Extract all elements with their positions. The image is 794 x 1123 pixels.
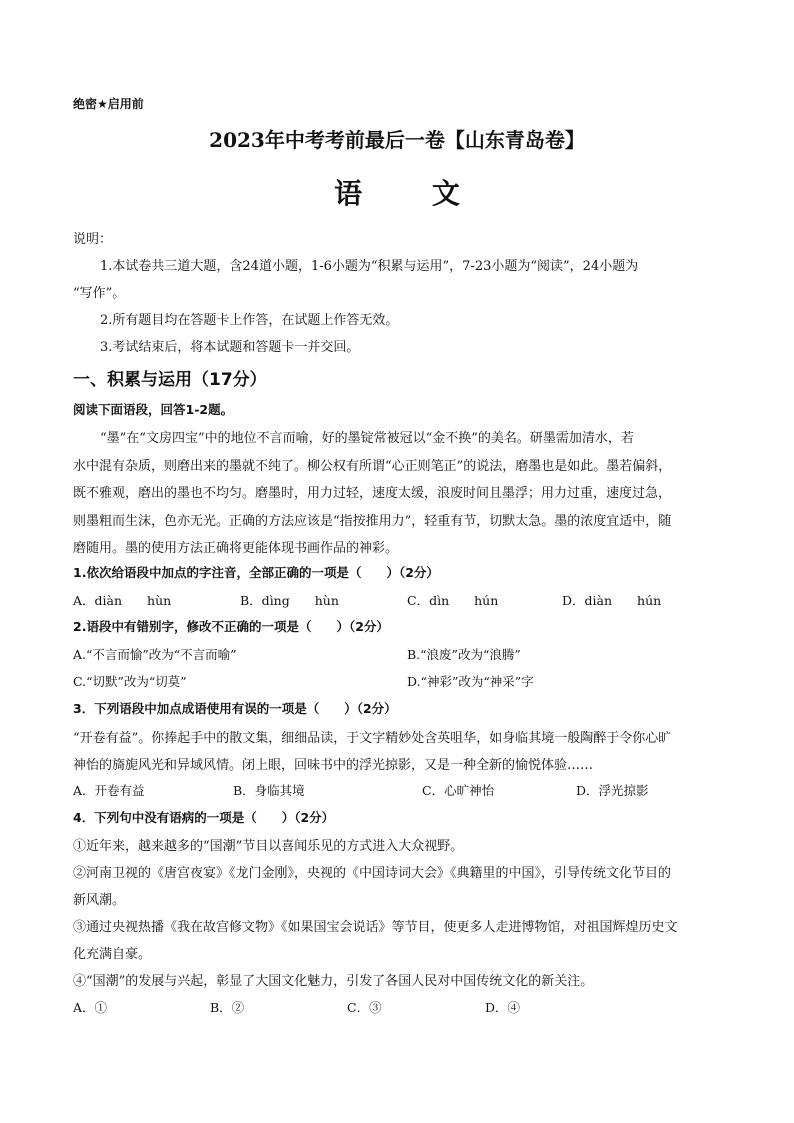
question-3-stem: 3．下列语段中加点成语使用有误的一项是（ ）（2分）	[73, 701, 397, 716]
q3-option-a: A．开卷有益	[73, 783, 145, 798]
q4-item-line: ④“国潮”的发展与兴起，彰显了大国文化魅力，引发了各国人民对中国传统文化的新关注。	[73, 974, 594, 989]
q4-option-b: B．②	[210, 1000, 245, 1015]
passage-line: 水中混有杂质，则磨出来的墨就不纯了。柳公权有所谓“心正则笔正”的说法，磨墨也是如此。墨若偏斜，	[73, 459, 672, 474]
passage-line: “墨”在“文房四宝”中的地位不言而喻，好的墨锭常被冠以“金不换”的美名。研墨需加清水，若	[100, 431, 634, 446]
q4-item-line: ②河南卫视的《唐宫夜宴》《龙门金刚》，央视的《中国诗词大会》《典籍里的中国》，引导传统文化节目的	[73, 866, 672, 881]
question-4-stem: 4．下列句中没有语病的一项是（ ）（2分）	[73, 810, 335, 825]
instruction-3: 3.考试结束后，将本试题和答题卡一并交回。	[100, 340, 360, 355]
q3-option-c: C．心旷神怡	[422, 783, 495, 798]
secret-label: 绝密★启用前	[73, 97, 144, 111]
q4-option-a: A．①	[73, 1000, 108, 1015]
q1-option-a: A．diàn hùn	[73, 593, 172, 608]
q1-option-c: C．dìn hún	[407, 593, 499, 608]
section-title: 一、积累与运用（17分）	[73, 370, 267, 390]
instruction-1-cont: “写作”。	[73, 286, 126, 301]
q4-option-c: C．③	[347, 1000, 382, 1015]
q4-item-line: 新风潮。	[73, 893, 126, 908]
exam-title: 2023年中考考前最后一卷【山东青岛卷】	[209, 128, 585, 152]
q4-item-line: ③通过央视热播《我在故宫修文物》《如果国宝会说话》等节目，使更多人走进博物馆，对祖国辉煌历史文	[73, 920, 678, 935]
q2-option-c: C.“切默”改为“切莫”	[73, 674, 187, 689]
q4-item-line: 化充满自豪。	[73, 947, 152, 962]
q3-option-d: D．浮光掠影	[576, 783, 649, 798]
q2-option-d: D.“神彩”改为“神采”字	[407, 674, 534, 689]
q2-option-a: A.“不言而愉”改为“不言而喻”	[73, 647, 237, 662]
q3-option-b: B．身临其境	[233, 783, 305, 798]
subject-title: 语 文	[334, 177, 490, 210]
q3-passage-line: “开卷有益”。你捧起手中的散文集，细细品读，于文字精妙处含英咀华，如身临其境一般陶醉于令你心旷	[73, 731, 672, 746]
q4-item-line: ①近年来，越来越多的“国潮”节目以喜闻乐见的方式进入大众视野。	[73, 839, 464, 854]
question-1-stem: 1.依次给语段中加点的字注音，全部正确的一项是（ ）（2分）	[73, 565, 439, 580]
instruction-2: 2.所有题目均在答题卡上作答，在试题上作答无效。	[100, 313, 399, 328]
q4-option-d: D．④	[485, 1000, 521, 1015]
question-2-stem: 2.语段中有错别字，修改不正确的一项是（ ）（2分）	[73, 619, 389, 634]
instructions-label: 说明：	[73, 232, 113, 247]
q3-passage-line: 神怡的旖旎风光和异域风情。闭上眼，回味书中的浮光掠影，又是一种全新的愉悦体验……	[73, 758, 594, 773]
instruction-1: 1.本试卷共三道大题，含24道小题，1-6小题为“积累与运用”，7-23小题为“阅读”，24小题为	[100, 259, 639, 274]
passage-line: 则墨粗而生沫，色亦无光。正确的方法应该是“指按推用力”，轻重有节，切默太急。墨的浓度宜适中，随	[73, 514, 672, 529]
q1-option-d: D．diàn hún	[562, 593, 662, 608]
reading-intro: 阅读下面语段，回答1-2题。	[73, 402, 234, 417]
passage-line: 既不雅观，磨出的墨也不均匀。磨墨时，用力过轻，速度太缓，浪废时间且墨浮；用力过重，速度过急，	[73, 486, 672, 501]
q1-option-b: B．dìng hùn	[240, 593, 339, 608]
passage-line: 磨随用。墨的使用方法正确将更能体现书画作品的神彩。	[73, 541, 399, 556]
q2-option-b: B.“浪废”改为“浪腾”	[407, 647, 521, 662]
